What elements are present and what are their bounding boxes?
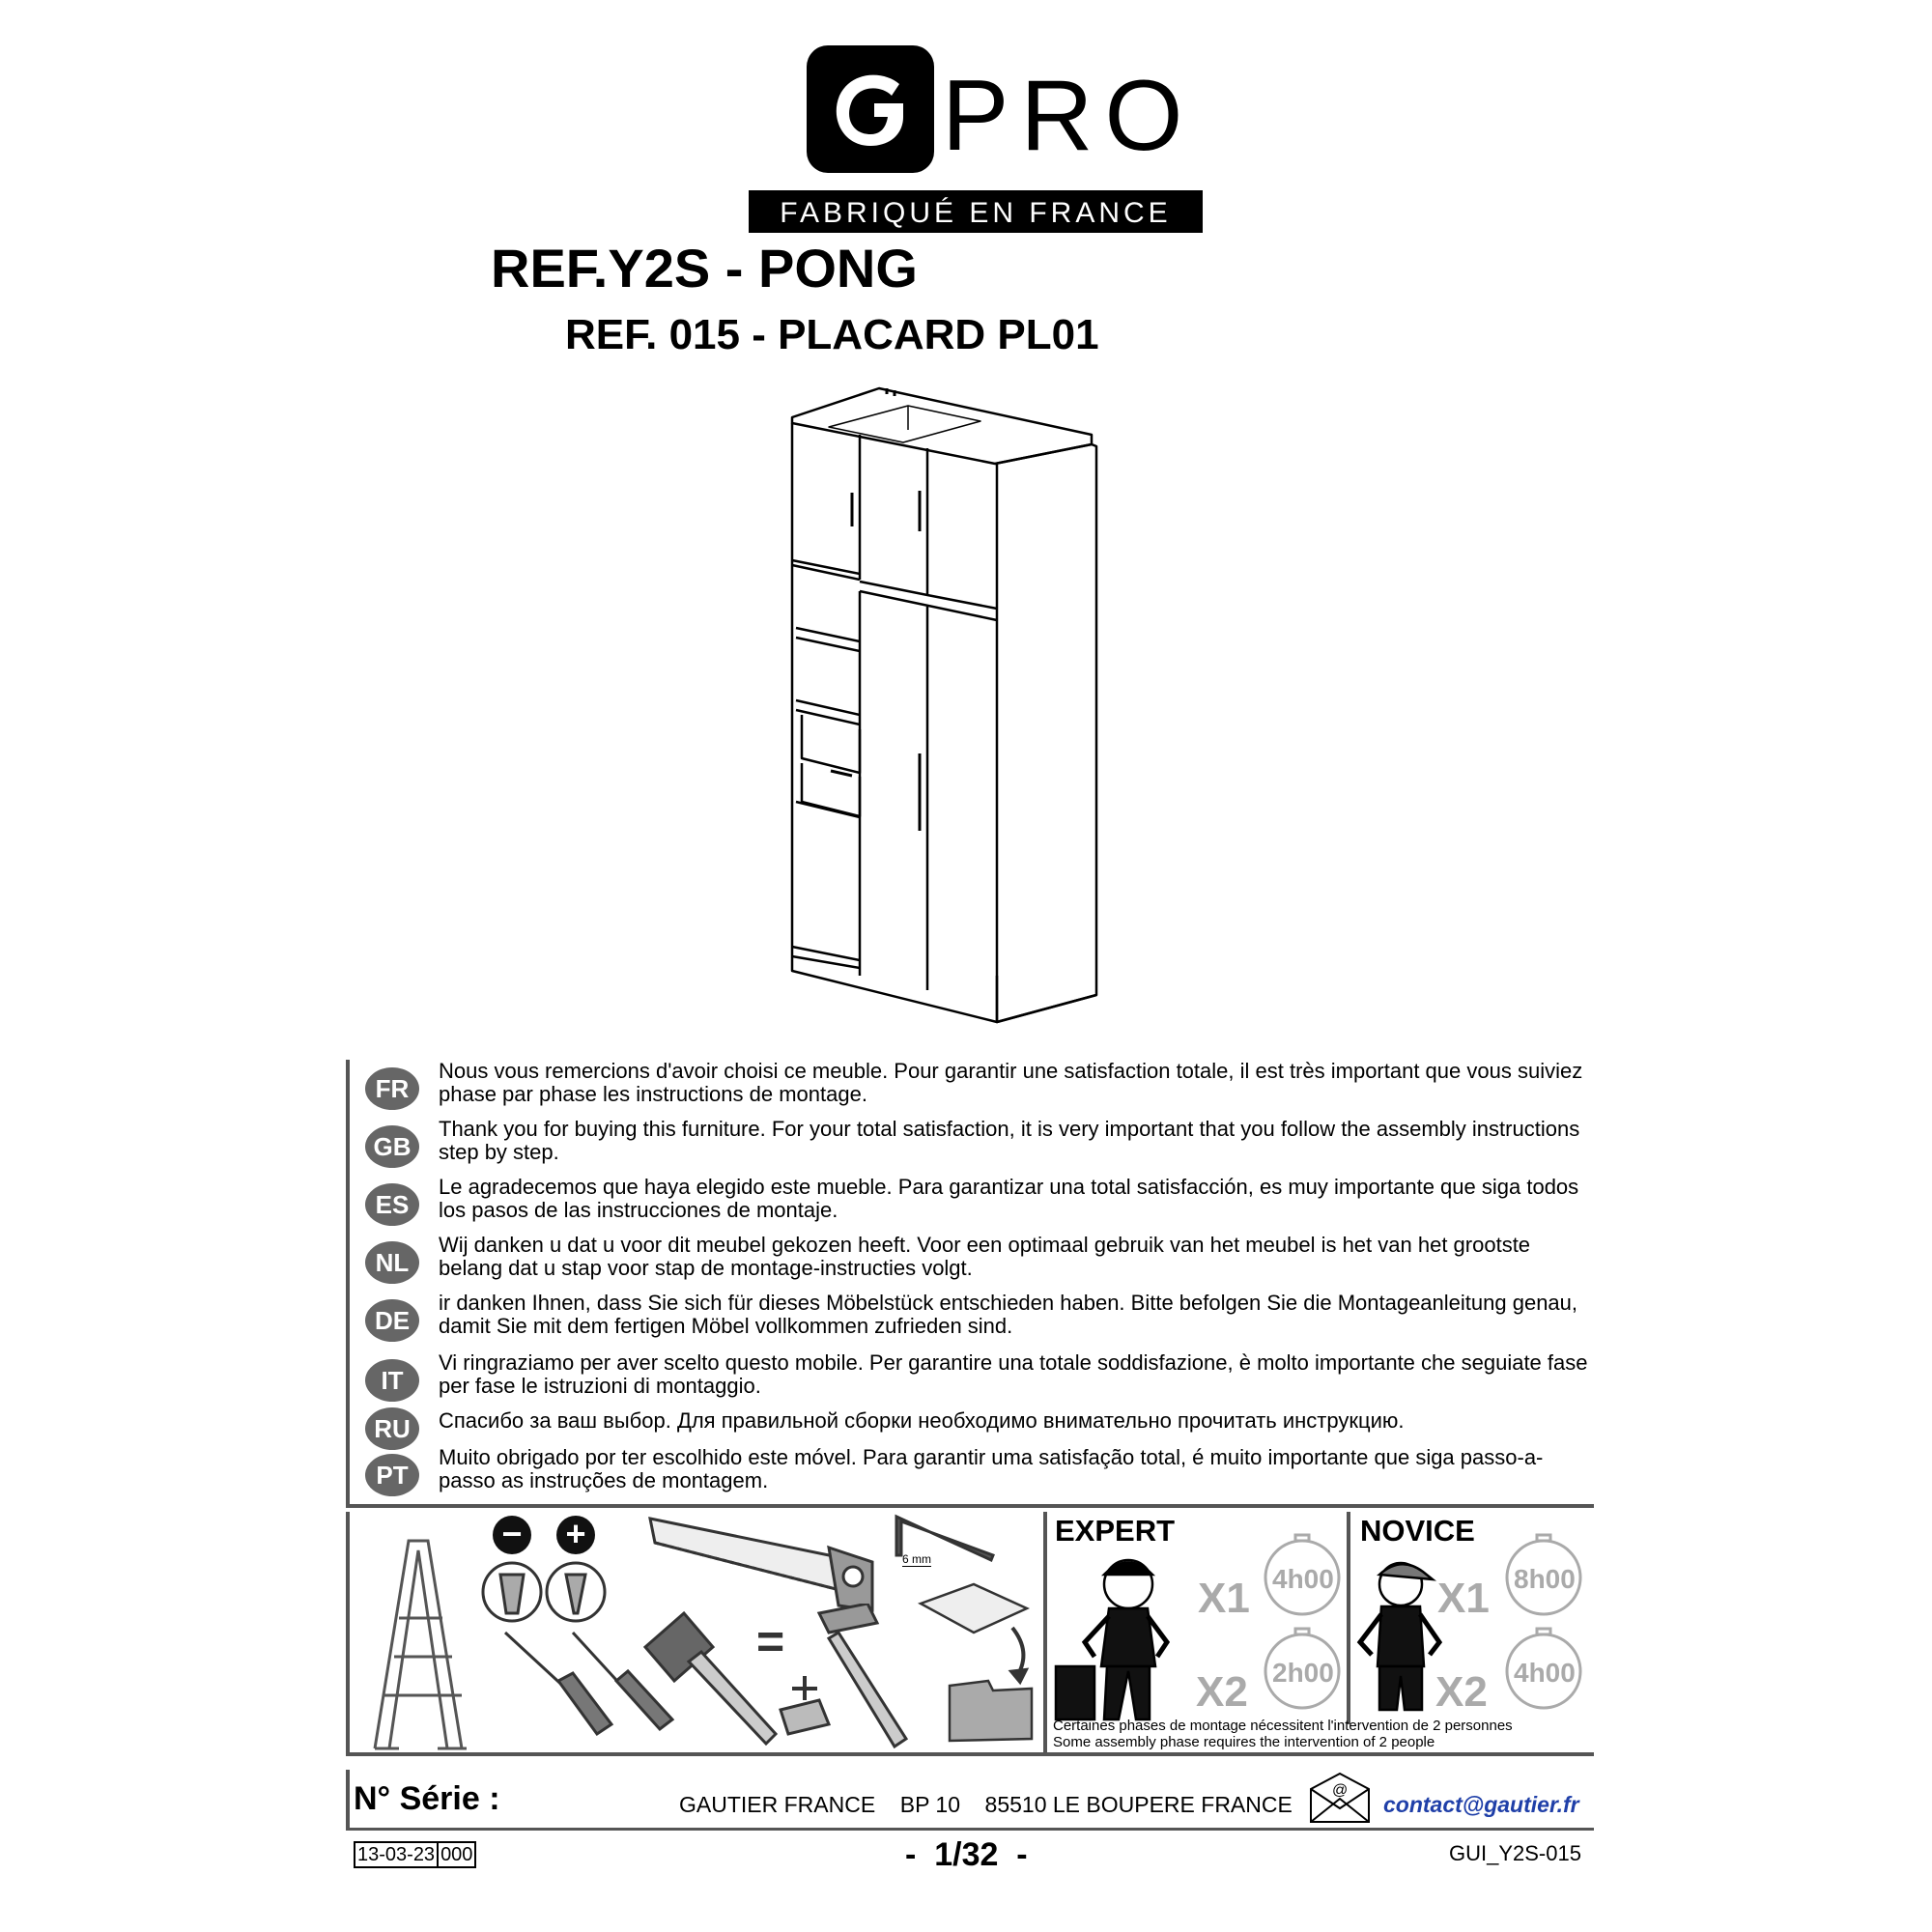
section-divider (346, 1504, 1594, 1508)
expert-two-persons-label: X2 (1196, 1668, 1248, 1716)
equals-symbol: = (756, 1614, 785, 1668)
expert-two-persons-time: 2h00 (1272, 1658, 1334, 1688)
document-code: GUI_Y2S-015 (1449, 1841, 1581, 1865)
intro-text-gb: Thank you for buying this furniture. For your total satisfaction, it is very important that you follow the assembly instructions step by step. (439, 1117, 1580, 1164)
intro-text-it: Vi ringraziamo per aver scelto questo mobile. Per garantire una totale soddisfazione, è molto importante che seguiate fase per fase le istruzioni di montaggio. (439, 1350, 1588, 1398)
product-reference-title: REF.Y2S - PONG (491, 238, 918, 298)
tools-panel (346, 1512, 1594, 1753)
novice-worker-icon (1350, 1550, 1447, 1724)
revision-date: 13-03-23 (357, 1844, 436, 1865)
lang-badge-it: IT (365, 1359, 419, 1402)
intro-text-ru: Спасибо за ваш выбор. Для правильной сборки необходимо внимательно прочитать инструкцию. (439, 1408, 1405, 1433)
step-ladder-icon (355, 1531, 481, 1753)
footer-divider (346, 1828, 1594, 1831)
flat-screwdriver-symbol: − (493, 1516, 531, 1554)
intro-text-nl: Wij danken u dat u voor dit meubel gekozen heeft. Voor een optimaal gebruik van het meubel is het van het grootste belang dat u stap voor stap de montage-instructies volgt. (439, 1233, 1531, 1280)
lang-badge-ru: RU (365, 1407, 419, 1450)
panel-border-left (346, 1512, 350, 1753)
lang-badge-nl: NL (365, 1241, 419, 1284)
footer-border-left (346, 1770, 350, 1830)
lang-badge-de: DE (365, 1299, 419, 1342)
expert-one-person-label: X1 (1198, 1575, 1250, 1622)
revision-date-box (354, 1841, 476, 1868)
revision-code: 000 (437, 1843, 472, 1866)
instruction-manual-folder-icon (916, 1575, 1041, 1748)
novice-label: NOVICE (1360, 1514, 1475, 1548)
novice-two-persons-label: X2 (1435, 1668, 1488, 1716)
novice-one-person-label: X1 (1437, 1575, 1490, 1622)
phillips-screwdriver-symbol: + (556, 1516, 595, 1554)
brand-logo-text: PRO (942, 60, 1195, 172)
expert-worker-icon (1051, 1550, 1177, 1724)
panel-divider (1043, 1512, 1047, 1753)
email-envelope-icon (1309, 1770, 1371, 1824)
contact-email-link[interactable]: contact@gautier.fr (1383, 1792, 1579, 1817)
hex-key-icon (887, 1512, 1003, 1579)
company-address: GAUTIER FRANCE BP 10 85510 LE BOUPERE FRANCE (679, 1792, 1293, 1817)
intro-text-fr: Nous vous remercions d'avoir choisi ce meuble. Pour garantir une satisfaction totale, il est très important que vous suiviez phase par phase les instructions de montage. (439, 1059, 1583, 1106)
section-divider (346, 1752, 1594, 1756)
lang-badge-fr: FR (365, 1067, 419, 1110)
lang-badge-es: ES (365, 1183, 419, 1226)
two-person-note-gb: Some assembly phase requires the intervention of 2 people (1053, 1734, 1435, 1750)
novice-one-person-time: 8h00 (1514, 1564, 1576, 1594)
lang-badge-gb: GB (365, 1125, 419, 1168)
wardrobe-illustration (773, 377, 1111, 1034)
page-number: - 1/32 - (905, 1836, 1028, 1873)
multilingual-intro (346, 1060, 1598, 1504)
expert-label: EXPERT (1055, 1514, 1176, 1548)
novice-two-persons-time: 4h00 (1514, 1658, 1576, 1688)
intro-text-de: ir danken Ihnen, dass Sie sich für dieses Möbelstück entschieden haben. Bitte befolgen Sie die Montageanleitung genau, damit Sie mit dem fertigen Möbel vollkommen zufrieden sind. (439, 1291, 1578, 1338)
expert-one-person-time: 4h00 (1272, 1564, 1334, 1594)
brand-logo-icon (807, 45, 934, 173)
intro-text-es: Le agradecemos que haya elegido este mueble. Para garantizar una total satisfacción, es muy importante que siga todos los pasos de las instrucciones de montaje. (439, 1175, 1579, 1222)
svg-text:@: @ (1332, 1782, 1349, 1799)
two-person-note-fr: Certaines phases de montage nécessitent l'intervention de 2 personnes (1053, 1718, 1513, 1734)
product-model-subtitle: REF. 015 - PLACARD PL01 (565, 311, 1099, 358)
hex-key-size-label: 6 mm (902, 1552, 931, 1566)
serial-number-label: N° Série : (354, 1780, 500, 1817)
made-in-banner: FABRIQUÉ EN FRANCE (749, 190, 1203, 233)
lang-badge-pt: PT (365, 1454, 419, 1496)
hammer-and-block-icon (771, 1604, 916, 1753)
intro-text-pt: Muito obrigado por ter escolhido este móvel. Para garantir uma satisfação total, é muito importante que siga passo-a-passo as instruções de montagem. (439, 1445, 1544, 1492)
